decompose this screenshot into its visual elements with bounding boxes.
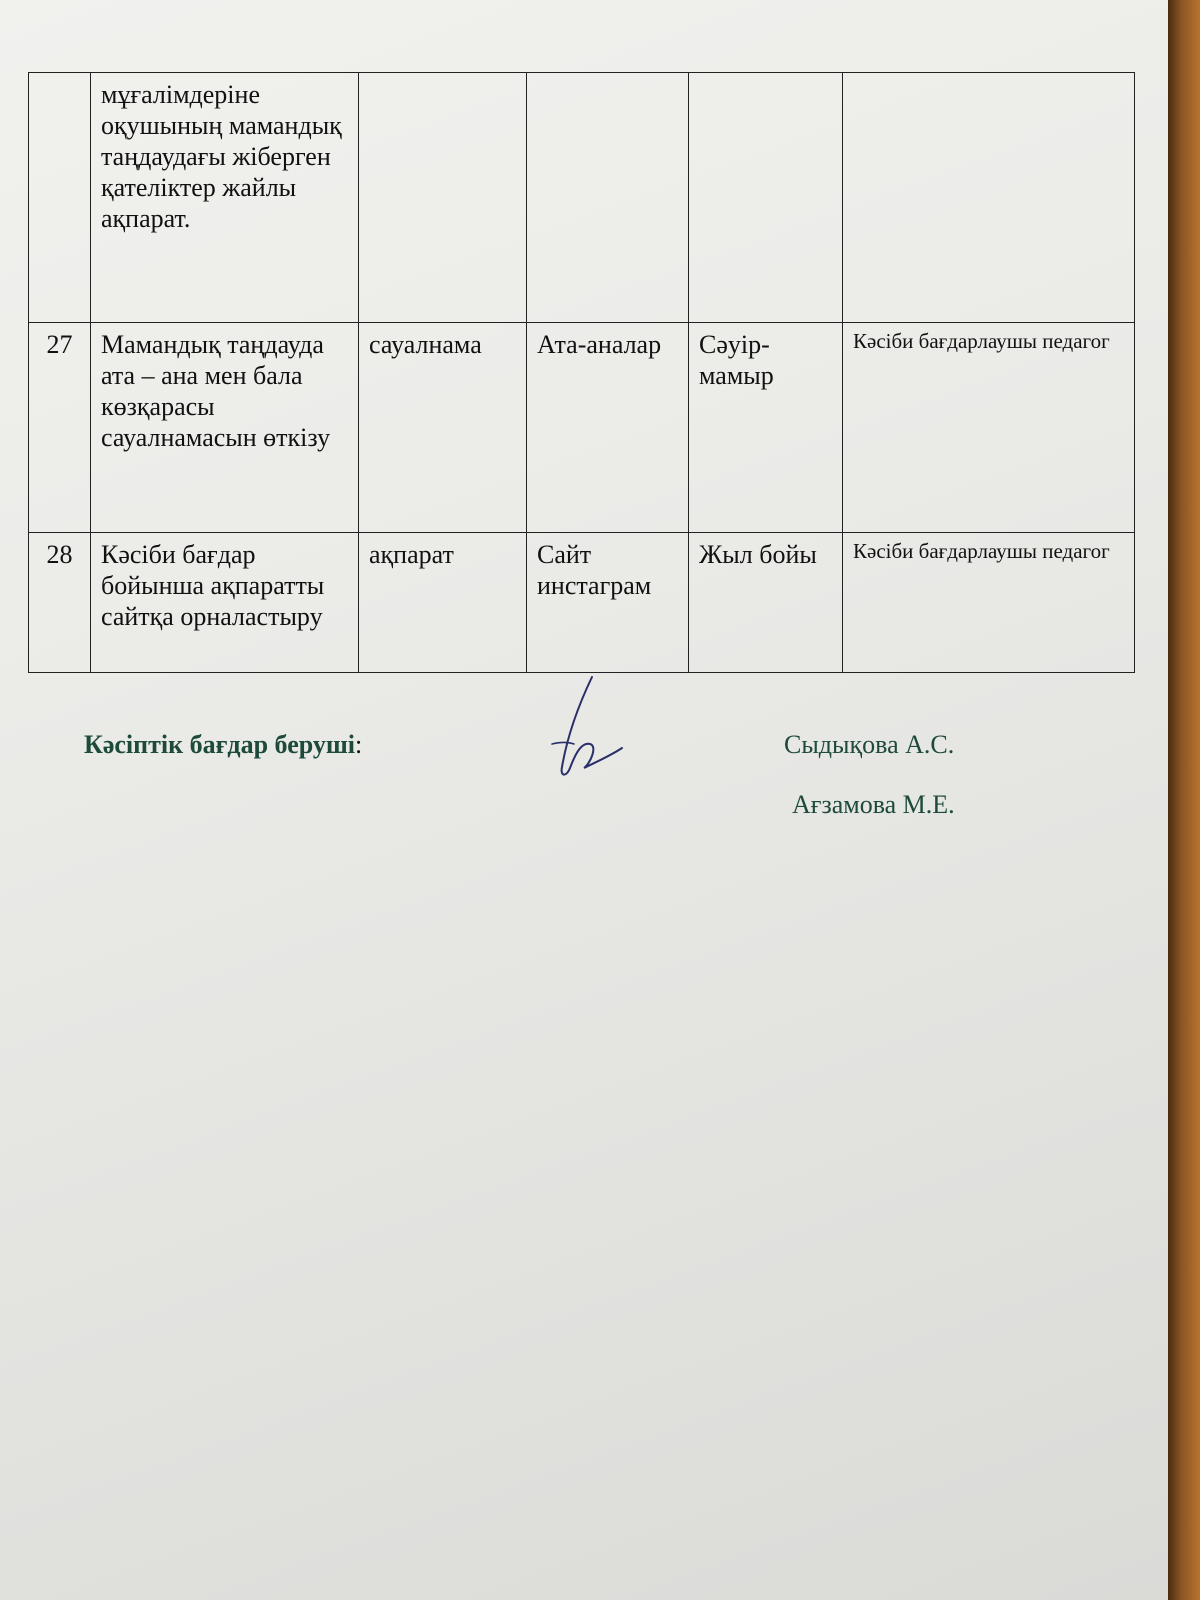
table-row [29, 73, 1135, 323]
responsible-cell [843, 73, 1135, 323]
row-number: 27 [29, 323, 91, 533]
period-cell: Жыл бойы [689, 533, 843, 673]
desk-edge [1168, 0, 1200, 1600]
signatory-name-1: Сыдықова А.С. [784, 730, 955, 759]
form-cell [359, 73, 527, 323]
period-cell [689, 73, 843, 323]
audience-cell: Ата-аналар [527, 323, 689, 533]
event-cell: Кәсіби бағдар бойынша ақпаратты сайтқа орналастыру [91, 533, 359, 673]
signature-label-text: Кәсіптік бағдар беруші [84, 730, 356, 759]
event-cell: мұғалімдеріне оқушының мамандық таңдаудағы жіберген қателіктер жайлы ақпарат. [91, 73, 359, 323]
event-cell: Мамандық таңдауда ата – ана мен бала көзқарасы сауалнамасын өткізу [91, 323, 359, 533]
form-cell: сауалнама [359, 323, 527, 533]
handwritten-signature [540, 672, 630, 782]
plan-table [28, 72, 1135, 673]
table-row [29, 323, 1135, 533]
table-row [29, 533, 1135, 673]
responsible-cell: Кәсіби бағдарлаушы педагог [843, 323, 1135, 533]
signature-label-colon: : [355, 730, 363, 759]
audience-cell [527, 73, 689, 323]
row-number [29, 73, 91, 323]
responsible-cell: Кәсіби бағдарлаушы педагог [843, 533, 1135, 673]
period-cell: Сәуір-мамыр [689, 323, 843, 533]
form-cell: ақпарат [359, 533, 527, 673]
signature-label [84, 730, 362, 760]
signatory-name-2: Ағзамова М.Е. [792, 790, 955, 819]
audience-cell: Сайт инстаграм [527, 533, 689, 673]
row-number: 28 [29, 533, 91, 673]
